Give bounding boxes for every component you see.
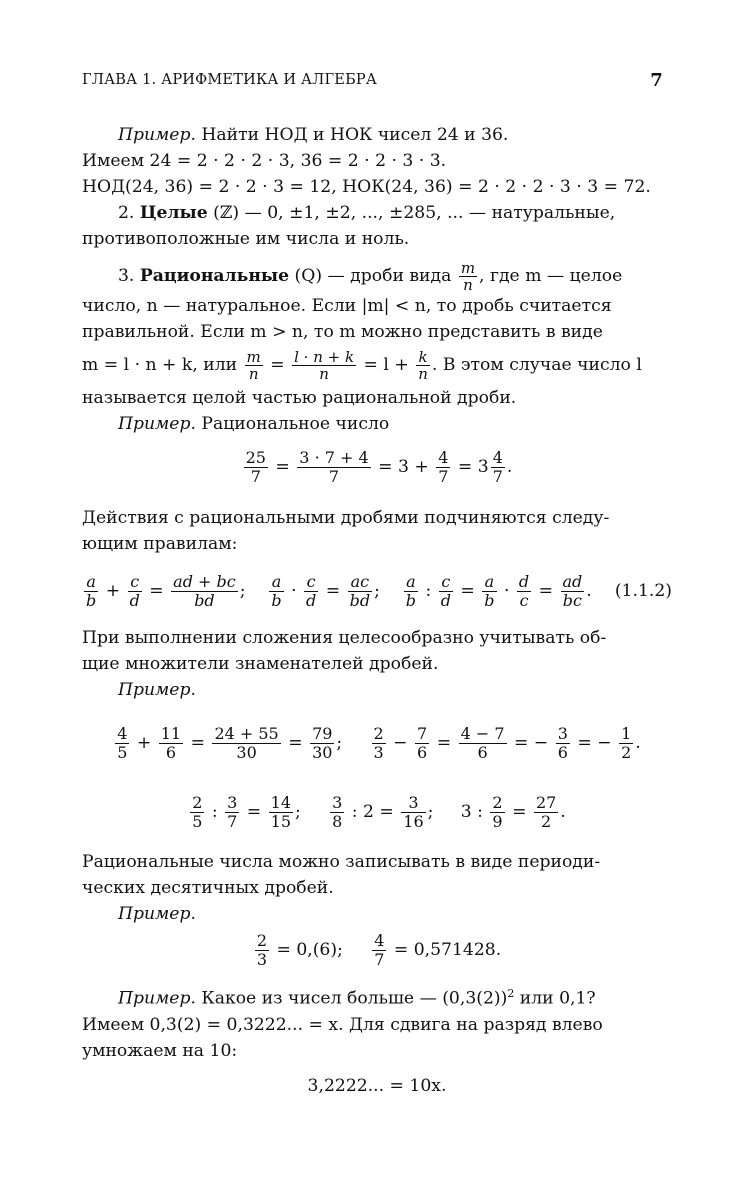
rationals-line-2: число, n — натуральное. Если |m| < n, то дробь считается <box>82 296 612 316</box>
periodic-line-1: Рациональные числа можно записывать в виде периоди- <box>82 852 601 872</box>
example-5-end: или 0,1? <box>514 988 596 1009</box>
rationals-4b: = <box>264 355 291 375</box>
fraction-k-over-n: $\frac{k}{n}$ <box>418 348 428 383</box>
example-label: Пример. <box>118 125 196 145</box>
example-2-intro <box>82 411 672 437</box>
example-5-task <box>82 981 672 1012</box>
page-body <box>82 122 672 1108</box>
example-4-label: Пример. <box>118 904 196 924</box>
formula-periodic-decimals: $\frac{2}{3}$ = 0,(6); $\frac{4}{7}$ = 0,571428. <box>256 931 502 969</box>
addition-line-2: щие множители знаменателей дробей. <box>82 654 439 674</box>
rationals-definition <box>82 260 672 293</box>
item-number: 3. <box>118 266 140 286</box>
formula-final: 3,2222... = 10x. <box>307 1075 447 1096</box>
rationals-4a: m = l · n + k, или <box>82 355 243 375</box>
exponent: 2 <box>507 987 515 1000</box>
rationals-4d: . В этом случае число l <box>431 355 642 375</box>
rationals-line-5: называется целой частью рациональной дроби. <box>82 388 517 408</box>
integers-text: (ℤ) — 0, ±1, ±2, ..., ±285, ... — натуральные, <box>207 203 616 223</box>
fraction-m-n: $\frac{m}{n}$ <box>460 259 476 294</box>
running-header <box>82 72 663 94</box>
addition-line-1: При выполнении сложения целесообразно учитывать об- <box>82 628 607 648</box>
example-5-line-2: Имеем 0,3(2) = 0,3222... = x. Для сдвига на разряд влево <box>82 1014 603 1035</box>
example-1-text: Найти НОД и НОК чисел 24 и 36. <box>195 125 509 145</box>
fraction-m-over-n: $\frac{m}{n}$ <box>246 348 261 383</box>
example-1-task <box>82 122 672 148</box>
rationals-4c: = l + <box>358 355 415 375</box>
periodic-line-2: ческих десятичных дробей. <box>82 878 334 898</box>
rationals-line-4 <box>82 345 672 385</box>
item-number: 2. <box>118 203 140 223</box>
example-3-label: Пример. <box>118 680 196 700</box>
equation-number: (1.1.2) <box>614 581 672 601</box>
formula-25-over-7: $\frac{25}{7}$ = $\frac{3 \cdot 7 + 4}{7}$ = 3 + $\frac{4}{7}$ = 3 $\frac{4}{7}$ . <box>245 448 513 486</box>
example-1-factorization: Имеем 24 = 2 · 2 · 2 · 3, 36 = 2 · 2 · 3 · 3. <box>82 151 447 171</box>
formula-division-examples: $\frac{2}{5}$ : $\frac{3}{7}$ = $\frac{14}{15}$ ; $\frac{3}{8}$ : 2 = $\frac{3}{16}$ ; 3 : $\frac{2}{9}$ = $\frac{27}{2}$ . <box>192 793 566 831</box>
rationals-line-3: правильной. Если m > n, то m можно представить в виде <box>82 322 603 342</box>
rationals-text-b: , где m — целое <box>479 266 623 286</box>
term-integers: Целые <box>139 203 208 223</box>
integers-definition <box>82 200 672 226</box>
example-1-gcd-lcm: НОД(24, 36) = 2 · 2 · 3 = 12, НОК(24, 36) = 2 · 2 · 2 · 3 · 3 = 72. <box>82 177 651 197</box>
example-label: Пример. <box>118 414 196 434</box>
actions-line-2: ющим правилам: <box>82 534 238 554</box>
page-number: 7 <box>650 70 663 91</box>
example-5-line-3: умножаем на 10: <box>82 1040 238 1061</box>
formula-addition-examples: $\frac{4}{5}$ + $\frac{11}{6}$ = $\frac{24 + 55}{30}$ = $\frac{79}{30}$ ; $\frac{2}{3}$ − $\frac{7}{6}$ = $\frac{4 - 7}{6}$ = − $\frac{3}{6}$ = − $\frac{1}{2}$ . <box>117 724 641 762</box>
actions-line-1: Действия с рациональными дробями подчиняются следу- <box>82 508 610 528</box>
fraction-lnk-over-n: $\frac{l \cdot n + k}{n}$ <box>294 348 355 383</box>
integers-line-2: противоположные им числа и ноль. <box>82 229 410 249</box>
term-rationals: Рациональные <box>139 266 290 286</box>
example-2-text: Рациональное число <box>195 414 390 434</box>
formula-fraction-rules: $\frac{a}{b}$ + $\frac{c}{d}$ = $\frac{ad + bc}{bd}$ ; $\frac{a}{b}$ · $\frac{c}{d}$ = $\frac{ac}{bd}$ ; $\frac{a}{b}$ : $\frac{c}{d}$ = $\frac{a}{b}$ · $\frac{d}{c}$ = $\frac{ad}{bc}$ . (1.1.2) <box>82 557 672 625</box>
chapter-title: ГЛАВА 1. АРИФМЕТИКА И АЛГЕБРА <box>82 72 378 88</box>
rationals-text-a: (Q) — дроби вида <box>289 266 457 286</box>
example-label: Пример. <box>118 988 196 1009</box>
example-5-text: Какое из чисел больше — (0,3(2)) <box>195 988 508 1009</box>
